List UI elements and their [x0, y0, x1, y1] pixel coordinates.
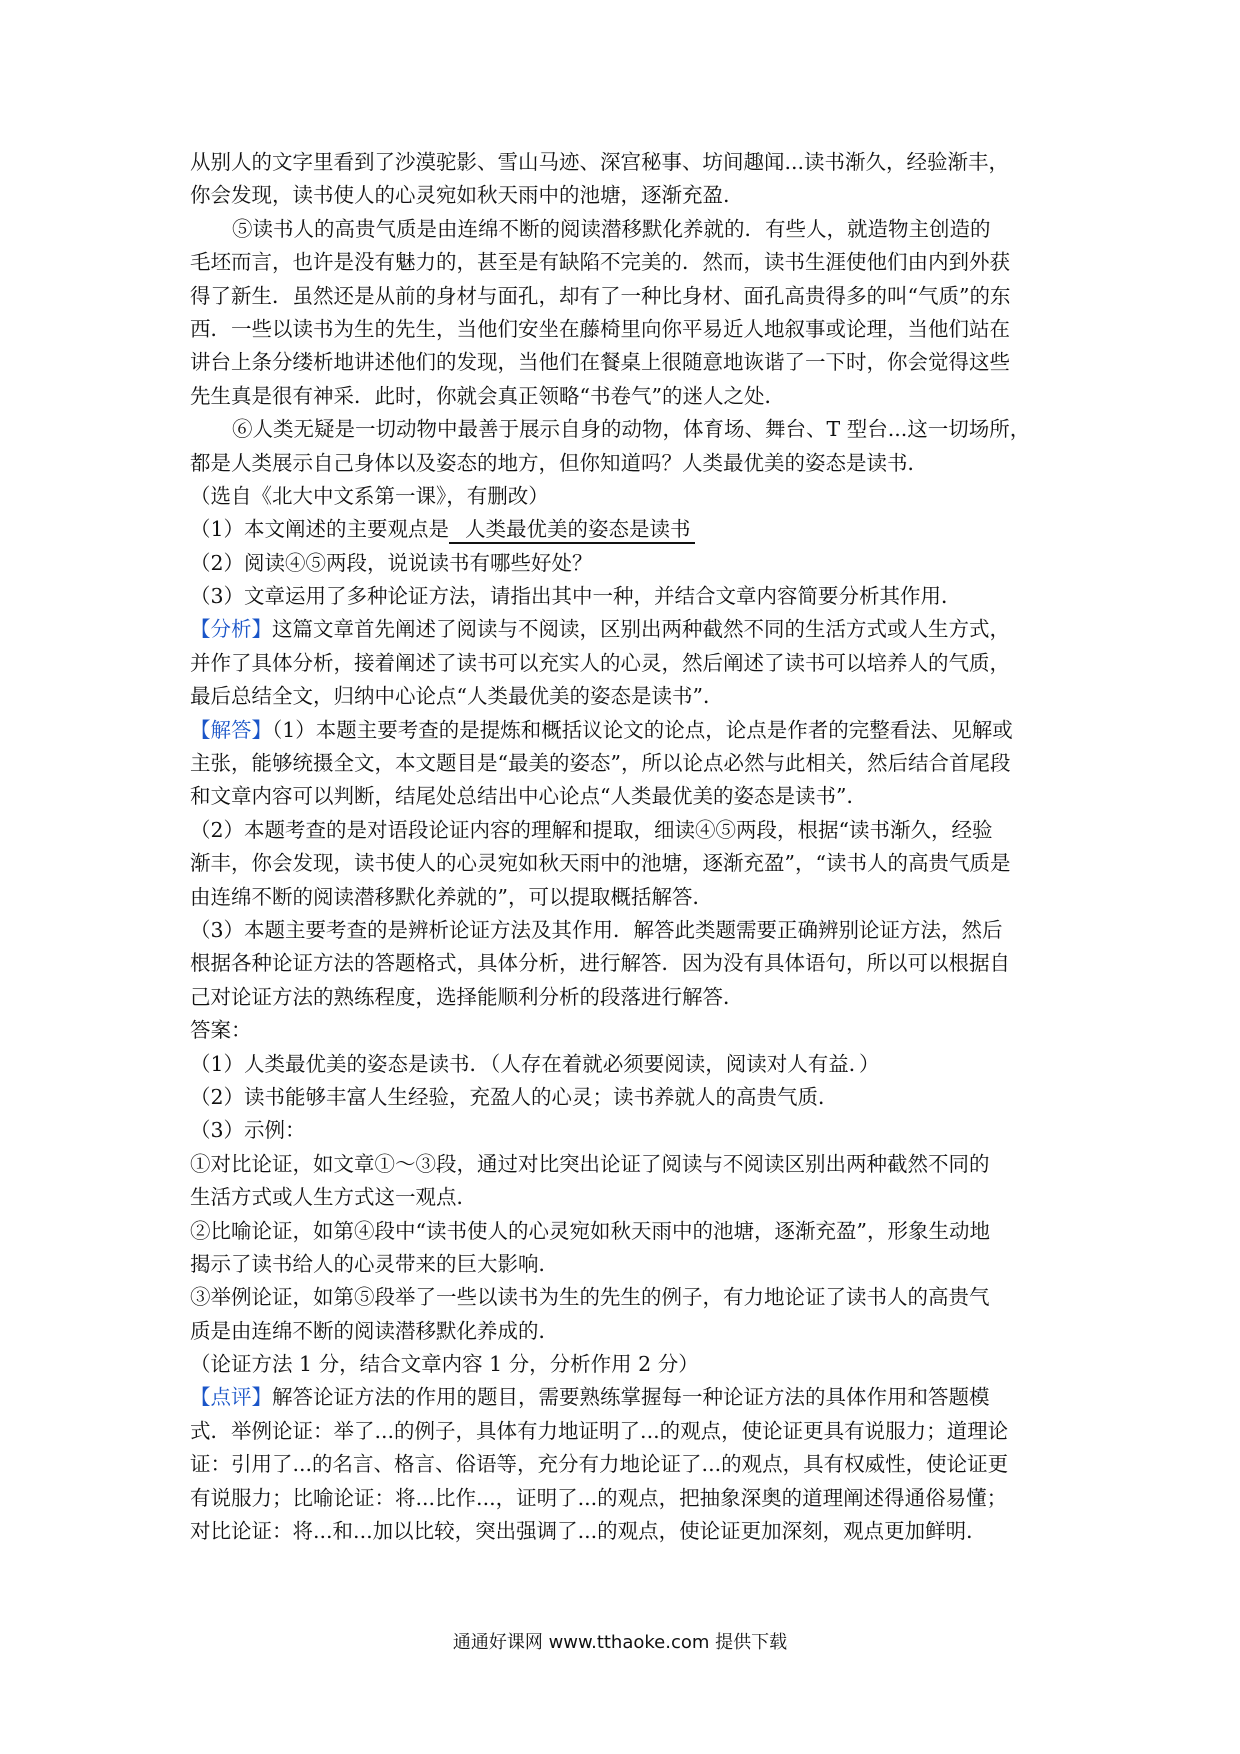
answer-line: （论证方法 1 分，结合文章内容 1 分，分析作用 2 分）	[190, 1352, 699, 1377]
comment-tag: 【点评】	[190, 1385, 272, 1410]
paragraph-5-line: 讲台上条分缕析地讲述他们的发现，当他们在餐桌上很随意地诙谐了一下时，你会觉得这些	[190, 350, 1010, 375]
paragraph-5-line: ⑤读书人的高贵气质是由连绵不断的阅读潜移默化养就的．有些人，就造物主创造的	[232, 216, 991, 241]
analysis-text: 这篇文章首先阐述了阅读与不阅读，区别出两种截然不同的生活方式或人生方式，	[272, 617, 1010, 642]
solution-line: （3）本题主要考查的是辨析论证方法及其作用．解答此类题需要正确辨别论证方法，然后	[190, 917, 1003, 942]
question-1	[190, 513, 1066, 546]
comment-line	[190, 1381, 1066, 1414]
paragraph-5-line: 毛坯而言，也许是没有魅力的，甚至是有缺陷不完美的．然而，读书生涯使他们由内到外获	[190, 250, 1010, 275]
text-line: 从别人的文字里看到了沙漠驼影、雪山马迹、深宫秘事、坊间趣闻...读书渐久，经验渐丰，	[190, 150, 1010, 174]
answer-line: ③举例论证，如第⑤段举了一些以读书为生的先生的例子，有力地论证了读书人的高贵气	[190, 1285, 990, 1310]
solution-text: （1）本题主要考查的是提炼和概括议论文的论点，论点是作者的完整看法、见解或	[272, 717, 1013, 742]
solution-line: 由连绵不断的阅读潜移默化养就的”，可以提取概括解答．	[190, 884, 713, 909]
answer-line: 生活方式或人生方式这一观点．	[190, 1185, 477, 1210]
paragraph-6-line: ⑥人类无疑是一切动物中最善于展示自身的动物，体育场、舞台、T 型台...这一切场所，	[232, 417, 1031, 442]
comment-line: 式．举例论证：举了...的例子，具体有力地证明了...的观点，使论证更具有说服力；道理论	[190, 1418, 1009, 1443]
paragraph-5-line: 西．一些以读书为生的先生，当他们安坐在藤椅里向你平易近人地叙事或论理，当他们站在	[190, 316, 1010, 341]
question-1-prefix: （1）本文阐述的主要观点是	[190, 517, 450, 542]
answer-line: （1）人类最优美的姿态是读书．（人存在着就必须要阅读，阅读对人有益．）	[190, 1051, 880, 1076]
question-2: （2）阅读④⑤两段，说说读书有哪些好处？	[190, 550, 593, 575]
comment-line: 证：引用了...的名言、格言、俗语等，充分有力地论证了...的观点，具有权威性，使论证更	[190, 1452, 1009, 1477]
paragraph-5-line: 先生真是很有神采．此时，你就会真正领略“书卷气”的迷人之处．	[190, 383, 785, 408]
comment-line: 对比论证：将...和...加以比较，突出强调了...的观点，使论证更加深刻，观点更加鲜明．	[190, 1519, 987, 1544]
analysis-line: 最后总结全文，归纳中心论点“人类最优美的姿态是读书”．	[190, 684, 724, 709]
solution-line	[190, 714, 1066, 747]
answer-line: （2）读书能够丰富人生经验，充盈人的心灵；读书养就人的高贵气质．	[190, 1084, 839, 1109]
document-body	[190, 146, 1066, 1548]
comment-text: 解答论证方法的作用的题目，需要熟练掌握每一种论证方法的具体作用和答题模	[272, 1385, 990, 1410]
solution-line: 主张，能够统摄全文，本文题目是“最美的姿态”，所以论点必然与此相关，然后结合首尾段	[190, 751, 1011, 776]
answer-label: 答案：	[190, 1018, 252, 1043]
solution-line: 和文章内容可以判断，结尾处总结出中心论点“人类最优美的姿态是读书”．	[190, 784, 867, 809]
answer-line: 揭示了读书给人的心灵带来的巨大影响．	[190, 1251, 559, 1276]
answer-line: 质是由连绵不断的阅读潜移默化养成的．	[190, 1318, 559, 1343]
answer-line: ②比喻论证，如第④段中“读书使人的心灵宛如秋天雨中的池塘，逐渐充盈”，形象生动地	[190, 1218, 990, 1243]
analysis-line	[190, 613, 1066, 646]
source-note: （选自《北大中文系第一课》，有删改）	[190, 483, 549, 508]
page-footer: 通通好课网 www.tthaoke.com 提供下载	[452, 1632, 788, 1653]
solution-line: 己对论证方法的熟练程度，选择能顺利分析的段落进行解答．	[190, 984, 744, 1009]
answer-line: ①对比论证，如文章①～③段，通过对比突出论证了阅读与不阅读区别出两种截然不同的	[190, 1151, 990, 1176]
solution-line: （2）本题考查的是对语段论证内容的理解和提取，细读④⑤两段，根据“读书渐久，经验	[190, 817, 993, 842]
analysis-tag: 【分析】	[190, 617, 272, 642]
analysis-line: 并作了具体分析，接着阐述了读书可以充实人的心灵，然后阐述了读书可以培养人的气质，	[190, 650, 1010, 675]
question-1-answer: 人类最优美的姿态是读书	[449, 516, 695, 544]
answer-line: （3）示例：	[190, 1118, 306, 1143]
question-3: （3）文章运用了多种论证方法，请指出其中一种，并结合文章内容简要分析其作用．	[190, 584, 962, 609]
solution-line: 根据各种论证方法的答题格式，具体分析，进行解答．因为没有具体语句，所以可以根据自	[190, 951, 1010, 976]
comment-line: 有说服力；比喻论证：将...比作...，证明了...的观点，把抽象深奥的道理阐述得通俗易懂；	[190, 1485, 1008, 1510]
paragraph-5-line: 得了新生．虽然还是从前的身材与面孔，却有了一种比身材、面孔高贵得多的叫“气质”的东	[190, 283, 1011, 308]
solution-line: 渐丰，你会发现，读书使人的心灵宛如秋天雨中的池塘，逐渐充盈”，“读书人的高贵气质是	[190, 851, 1011, 876]
solution-tag: 【解答】	[190, 717, 272, 742]
text-line: 你会发现，读书使人的心灵宛如秋天雨中的池塘，逐渐充盈.	[190, 183, 730, 208]
paragraph-6-line: 都是人类展示自己身体以及姿态的地方，但你知道吗？人类最优美的姿态是读书．	[190, 450, 928, 475]
